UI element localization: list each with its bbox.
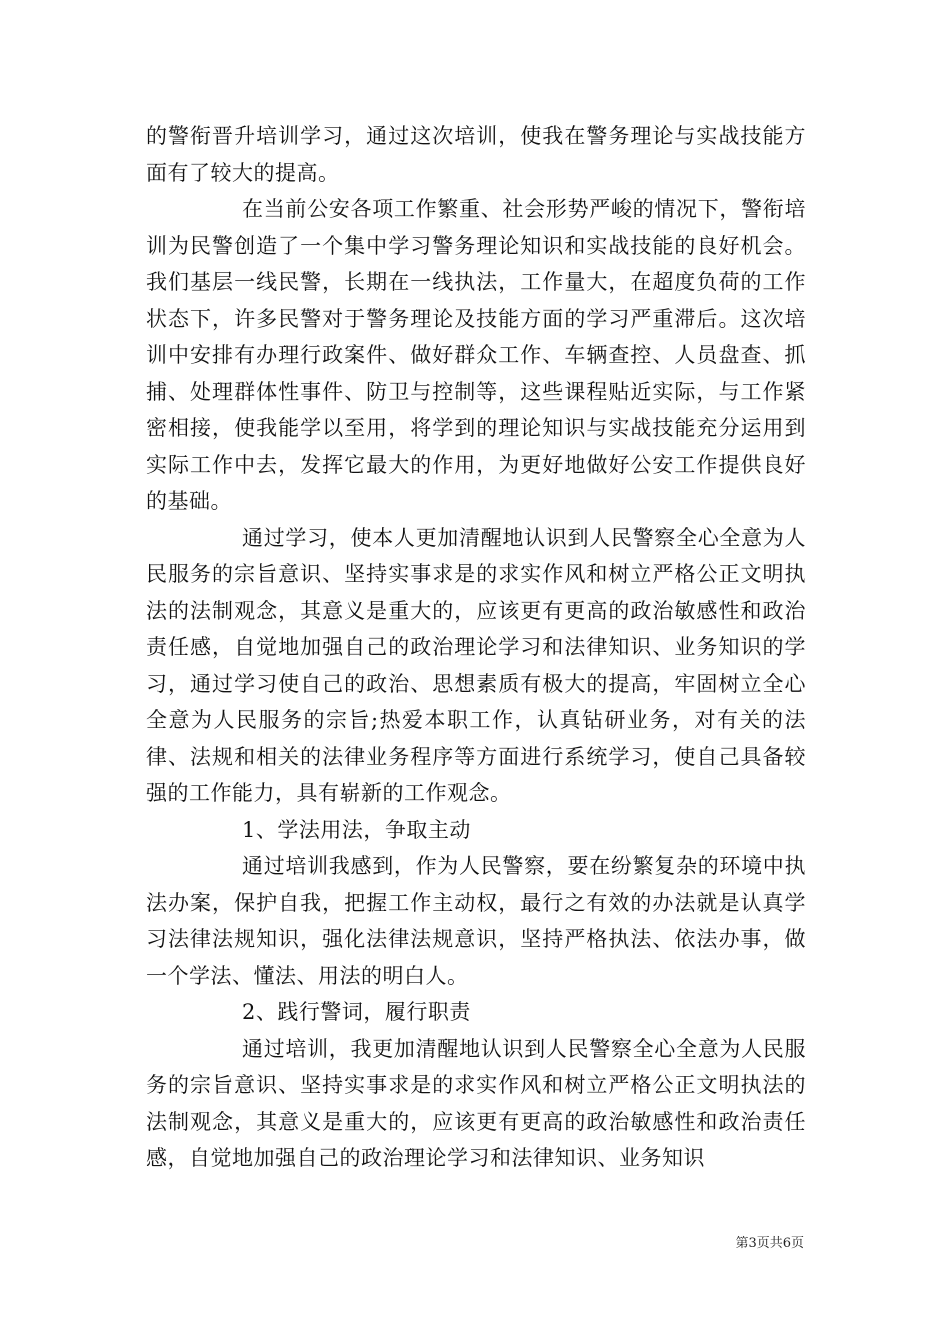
paragraph: 通过培训，我更加清醒地认识到人民警察全心全意为人民服务的宗旨意识、坚持实事求是的求实作风和树立严格公正文明执法的法制观念，其意义是重大的，应该更有更高的政治敏感性和政治责任感，自觉地加强自己的政治理论学习和法律知识、业务知识 — [146, 1036, 806, 1170]
section-heading: 1、学法用法，争取主动 — [242, 817, 471, 842]
paragraph-continuation: 的警衔晋升培训学习，通过这次培训，使我在警务理论与实战技能方面有了较大的提高。 — [146, 124, 806, 185]
page-number: 第3页共6页 — [735, 1236, 804, 1251]
document-body — [146, 118, 806, 1177]
paragraph: 通过培训我感到，作为人民警察，要在纷繁复杂的环境中执法办案，保护自我，把握工作主动权，最行之有效的办法就是认真学习法律法规知识，强化法律法规意识，坚持严格执法、依法办事，做一个学法、懂法、用法的明白人。 — [146, 854, 806, 988]
section-heading: 2、践行警词，履行职责 — [242, 1000, 471, 1024]
paragraph: 在当前公安各项工作繁重、社会形势严峻的情况下，警衔培训为民警创造了一个集中学习警务理论知识和实战技能的良好机会。我们基层一线民警，长期在一线执法，工作量大，在超度负荷的工作状态下，许多民警对于警务理论及技能方面的学习严重滞后。这次培训中安排有办理行政案件、做好群众工作、车辆查控、人员盘查、抓捕、处理群体性事件、防卫与控制等，这些课程贴近实际，与工作紧密相接，使我能学以至用，将学到的理论知识与实战技能充分运用到实际工作中去，发挥它最大的作用，为更好地做好公安工作提供良好的基础。 — [146, 197, 806, 513]
paragraph: 通过学习，使本人更加清醒地认识到人民警察全心全意为人民服务的宗旨意识、坚持实事求是的求实作风和树立严格公正文明执法的法制观念，其意义是重大的，应该更有更高的政治敏感性和政治责任感，自觉地加强自己的政治理论学习和法律知识、业务知识的学习，通过学习使自己的政治、思想素质有极大的提高，牢固树立全心全意为人民服务的宗旨;热爱本职工作，认真钻研业务，对有关的法律、法规和相关的法律业务程序等方面进行系统学习，使自己具备较强的工作能力，具有崭新的工作观念。 — [146, 525, 806, 805]
